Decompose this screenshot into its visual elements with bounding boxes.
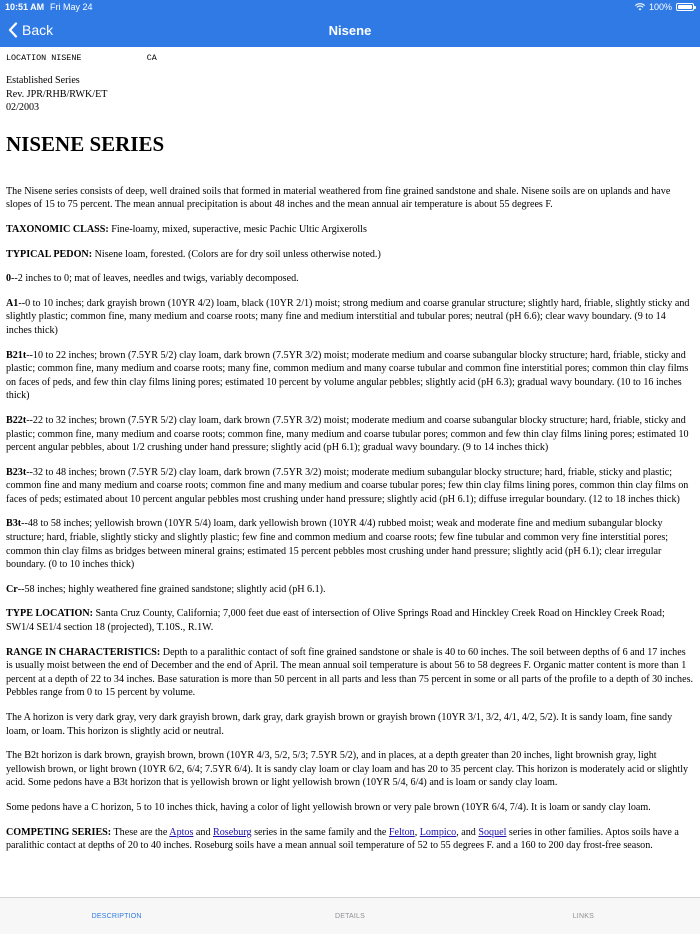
taxonomic-text: Fine-loamy, mixed, superactive, mesic Pachic Ultic Argixerolls	[108, 223, 367, 235]
horizon-b21t	[6, 349, 694, 403]
horizon-text: --58 inches; highly weathered fine grained sandstone; slightly acid (pH 6.1).	[17, 583, 326, 595]
taxonomic-class	[6, 223, 694, 237]
competing-text: , and	[456, 826, 479, 838]
tab-description[interactable]: DESCRIPTION	[91, 913, 142, 920]
status-bar	[0, 0, 700, 14]
type-location	[6, 607, 694, 634]
horizon-a1	[6, 297, 694, 338]
established-line: Established Series	[6, 75, 80, 86]
horizon-b23t	[6, 466, 694, 507]
top-bar	[0, 0, 700, 47]
competing-text: and	[193, 826, 214, 838]
horizon-text: --0 to 10 inches; dark grayish brown (10YR 4/2) loam, black (10YR 2/1) moist; strong medium and coarse granular structure; slightly hard, friable, slightly sticky and slightly plastic; common fine, many medium and coarse roots; many fine and medium interstitial and tubular pores; neutral (pH 6.6); clear wavy boundary. (9 to 14 inches thick)	[6, 297, 690, 336]
b2t-horizon-paragraph: The B2t horizon is dark brown, grayish brown, brown (10YR 4/3, 5/2, 5/3; 7.5YR 5/2), and in places, at a depth greater than 20 inches, light brownish gray, light yellowish brown, or light brown (10YR 6/2, 6/4; 7.5YR 6/4). It is sandy clay loam or clay loam and has 20 to 35 percent clay. This horizon is moderately acid or slightly acid. Some pedons have a B3t horizon that is yellowish brown or light yellowish brown (10YR 5/4, 6/4) and is loam or sandy clay loam.	[6, 750, 689, 789]
tab-details[interactable]: DETAILS	[334, 913, 366, 920]
horizon-text: --32 to 48 inches; brown (7.5YR 5/2) clay loam, dark brown (7.5YR 3/2) moist; moderate medium subangular blocky structure; hard, friable, sticky and plastic; common fine and many medium and coarse roots; common fine and many medium and coarse tubular pores; few thin clay films lining pores, common thin clay films on faces of peds; estimated about 10 percent angular pebbles most crushing under hand pressure; slightly acid (pH 6.1); diffuse irregular boundary. (12 to 18 inches thick)	[6, 466, 689, 505]
description-content[interactable]	[6, 52, 694, 894]
typical-pedon	[6, 248, 694, 262]
link-roseburg[interactable]: Roseburg	[213, 826, 252, 838]
horizon-label: B21t	[6, 349, 27, 361]
battery-percent: 100%	[648, 2, 672, 12]
taxonomic-label: TAXONOMIC CLASS:	[6, 223, 109, 235]
horizon-label: Cr	[6, 583, 18, 595]
link-soquel[interactable]: Soquel	[478, 826, 507, 838]
range-text: Depth to a paralithic contact of soft fine grained sandstone or shale is 40 to 60 inches. The soil between depths of 6 and 17 inches is usually moist between the end of December and the end of April. The mean annual soil temperature is about 56 to 58 degrees F. Organic matter content is more than 1 percent at a depth of 22 to 34 inches. Base saturation is more than 50 percent in all parts and less than 75 percent in some or all parts of the profile to a depth of 30 inches. Pebbles range from 0 to 15 percent by volume.	[6, 646, 694, 699]
tab-links[interactable]: LINKS	[572, 913, 594, 920]
competing-text: series in the same family and the	[251, 826, 389, 838]
competing-label: COMPETING SERIES:	[6, 826, 112, 838]
pedon-text: Nisene loam, forested. (Colors are for dry soil unless otherwise noted.)	[92, 248, 381, 260]
series-heading: NISENE SERIES	[6, 131, 165, 156]
battery-icon	[676, 3, 694, 11]
competing-series	[6, 826, 694, 853]
horizon-label: B3t	[6, 518, 22, 530]
revision-line: Rev. JPR/RHB/RWK/ET	[6, 88, 108, 100]
location-line: LOCATION NISENE CA	[6, 53, 157, 63]
horizon-b22t	[6, 414, 694, 455]
status-right	[635, 2, 694, 12]
type-location-label: TYPE LOCATION:	[6, 608, 94, 620]
status-date: Fri May 24	[50, 2, 93, 12]
horizon-b3t	[6, 517, 694, 571]
competing-text: ,	[414, 826, 420, 838]
tab-bar	[0, 897, 700, 934]
link-felton[interactable]: Felton	[388, 826, 415, 838]
established-block	[6, 74, 694, 115]
back-label: Back	[22, 22, 54, 38]
horizon-text: --10 to 22 inches; brown (7.5YR 5/2) clay loam, dark brown (7.5YR 3/2) moist; moderate medium and coarse subangular blocky structure; hard, friable, sticky and plastic; common fine, many medium and coarse roots; many fine, common medium and many coarse tubular and common fine interstitial pores; common thin clay films on faces of peds, and few thin clay films lining pores; estimated 10 percent by volume angular pebbles; slightly acid (pH 6.3); gradual wavy boundary. (10 to 16 inches thick)	[6, 349, 689, 402]
horizon-text: --2 inches to 0; mat of leaves, needles and twigs, variably decomposed.	[11, 273, 299, 285]
link-lompico[interactable]: Lompico	[419, 826, 457, 838]
horizon-text: --22 to 32 inches; brown (7.5YR 5/2) clay loam, dark brown (7.5YR 3/2) moist; moderate medium and coarse subangular blocky structure; hard, friable, sticky and plastic; common fine, many medium and coarse roots; common fine, many medium and coarse tubular pores; common and few thin clay films lining pores; estimated 10 percent angular pebbles, about 1/2 crushing under hand pressure; slightly acid (pH 6.1); gradual wavy boundary. (9 to 14 inches thick)	[6, 414, 689, 454]
horizon-cr	[6, 583, 694, 597]
competing-text: series in other families. Aptos soils have a paralithic contact at depths of 20 to 40 inches. Roseburg soils have a mean annual soil temperature of 52 to 55 degrees F. and a 160 to 200 day frost-free season.	[6, 826, 679, 852]
status-time: 10:51 AM	[5, 2, 45, 12]
intro-paragraph: The Nisene series consists of deep, well drained soils that formed in material weathered from fine grained sandstone and shale. Nisene soils are on uplands and have slopes of 15 to 75 percent. The mean annual precipitation is about 48 inches and the mean annual air temperature is about 55 degrees F.	[6, 185, 671, 211]
horizon-label: 0	[6, 273, 12, 285]
page-title: Nisene	[328, 23, 372, 38]
horizon-label: A1	[6, 297, 19, 309]
range-characteristics	[6, 646, 694, 700]
type-location-text: Santa Cruz County, California; 7,000 feet due east of intersection of Olive Springs Road and Hinckley Creek Road on Hinckley Creek Road; SW1/4 SE1/4 section 18 (projected), T.10S., R.1W.	[6, 608, 665, 634]
horizon-label: B23t	[6, 466, 27, 478]
date-line: 02/2003	[6, 102, 40, 114]
pedon-label: TYPICAL PEDON:	[6, 248, 93, 260]
range-label: RANGE IN CHARACTERISTICS:	[6, 646, 161, 658]
c-horizon-paragraph: Some pedons have a C horizon, 5 to 10 inches thick, having a color of light yellowish brown or very pale brown (10YR 6/4, 7/4). It is loam or sandy clay loam.	[6, 801, 651, 813]
a-horizon-paragraph: The A horizon is very dark gray, very dark grayish brown, dark gray, dark grayish brown or grayish brown (10YR 3/1, 3/2, 4/1, 4/2, 5/2). It is sandy loam, fine sandy loam, or loam. This horizon is slightly acid or neutral.	[6, 712, 673, 737]
link-aptos[interactable]: Aptos	[169, 826, 194, 838]
horizon-text: --48 to 58 inches; yellowish brown (10YR 5/4) loam, dark yellowish brown (10YR 4/4) rubbed moist; weak and moderate fine and medium subangular blocky structure; hard, friable, slightly sticky and slightly plastic; few fine and common medium and coarse roots; few fine tubular and common very fine interstitial pores; common thin clay films as bridges between mineral grains; estimated 15 percent pebbles most crushing under hand pressure; slightly acid (pH 6.1); clear irregular boundary. (0 to 10 inches thick)	[6, 518, 669, 571]
competing-text: These are the	[111, 826, 170, 838]
horizon-label: B22t	[6, 414, 27, 426]
wifi-icon	[635, 3, 645, 11]
horizon-0	[6, 272, 694, 286]
